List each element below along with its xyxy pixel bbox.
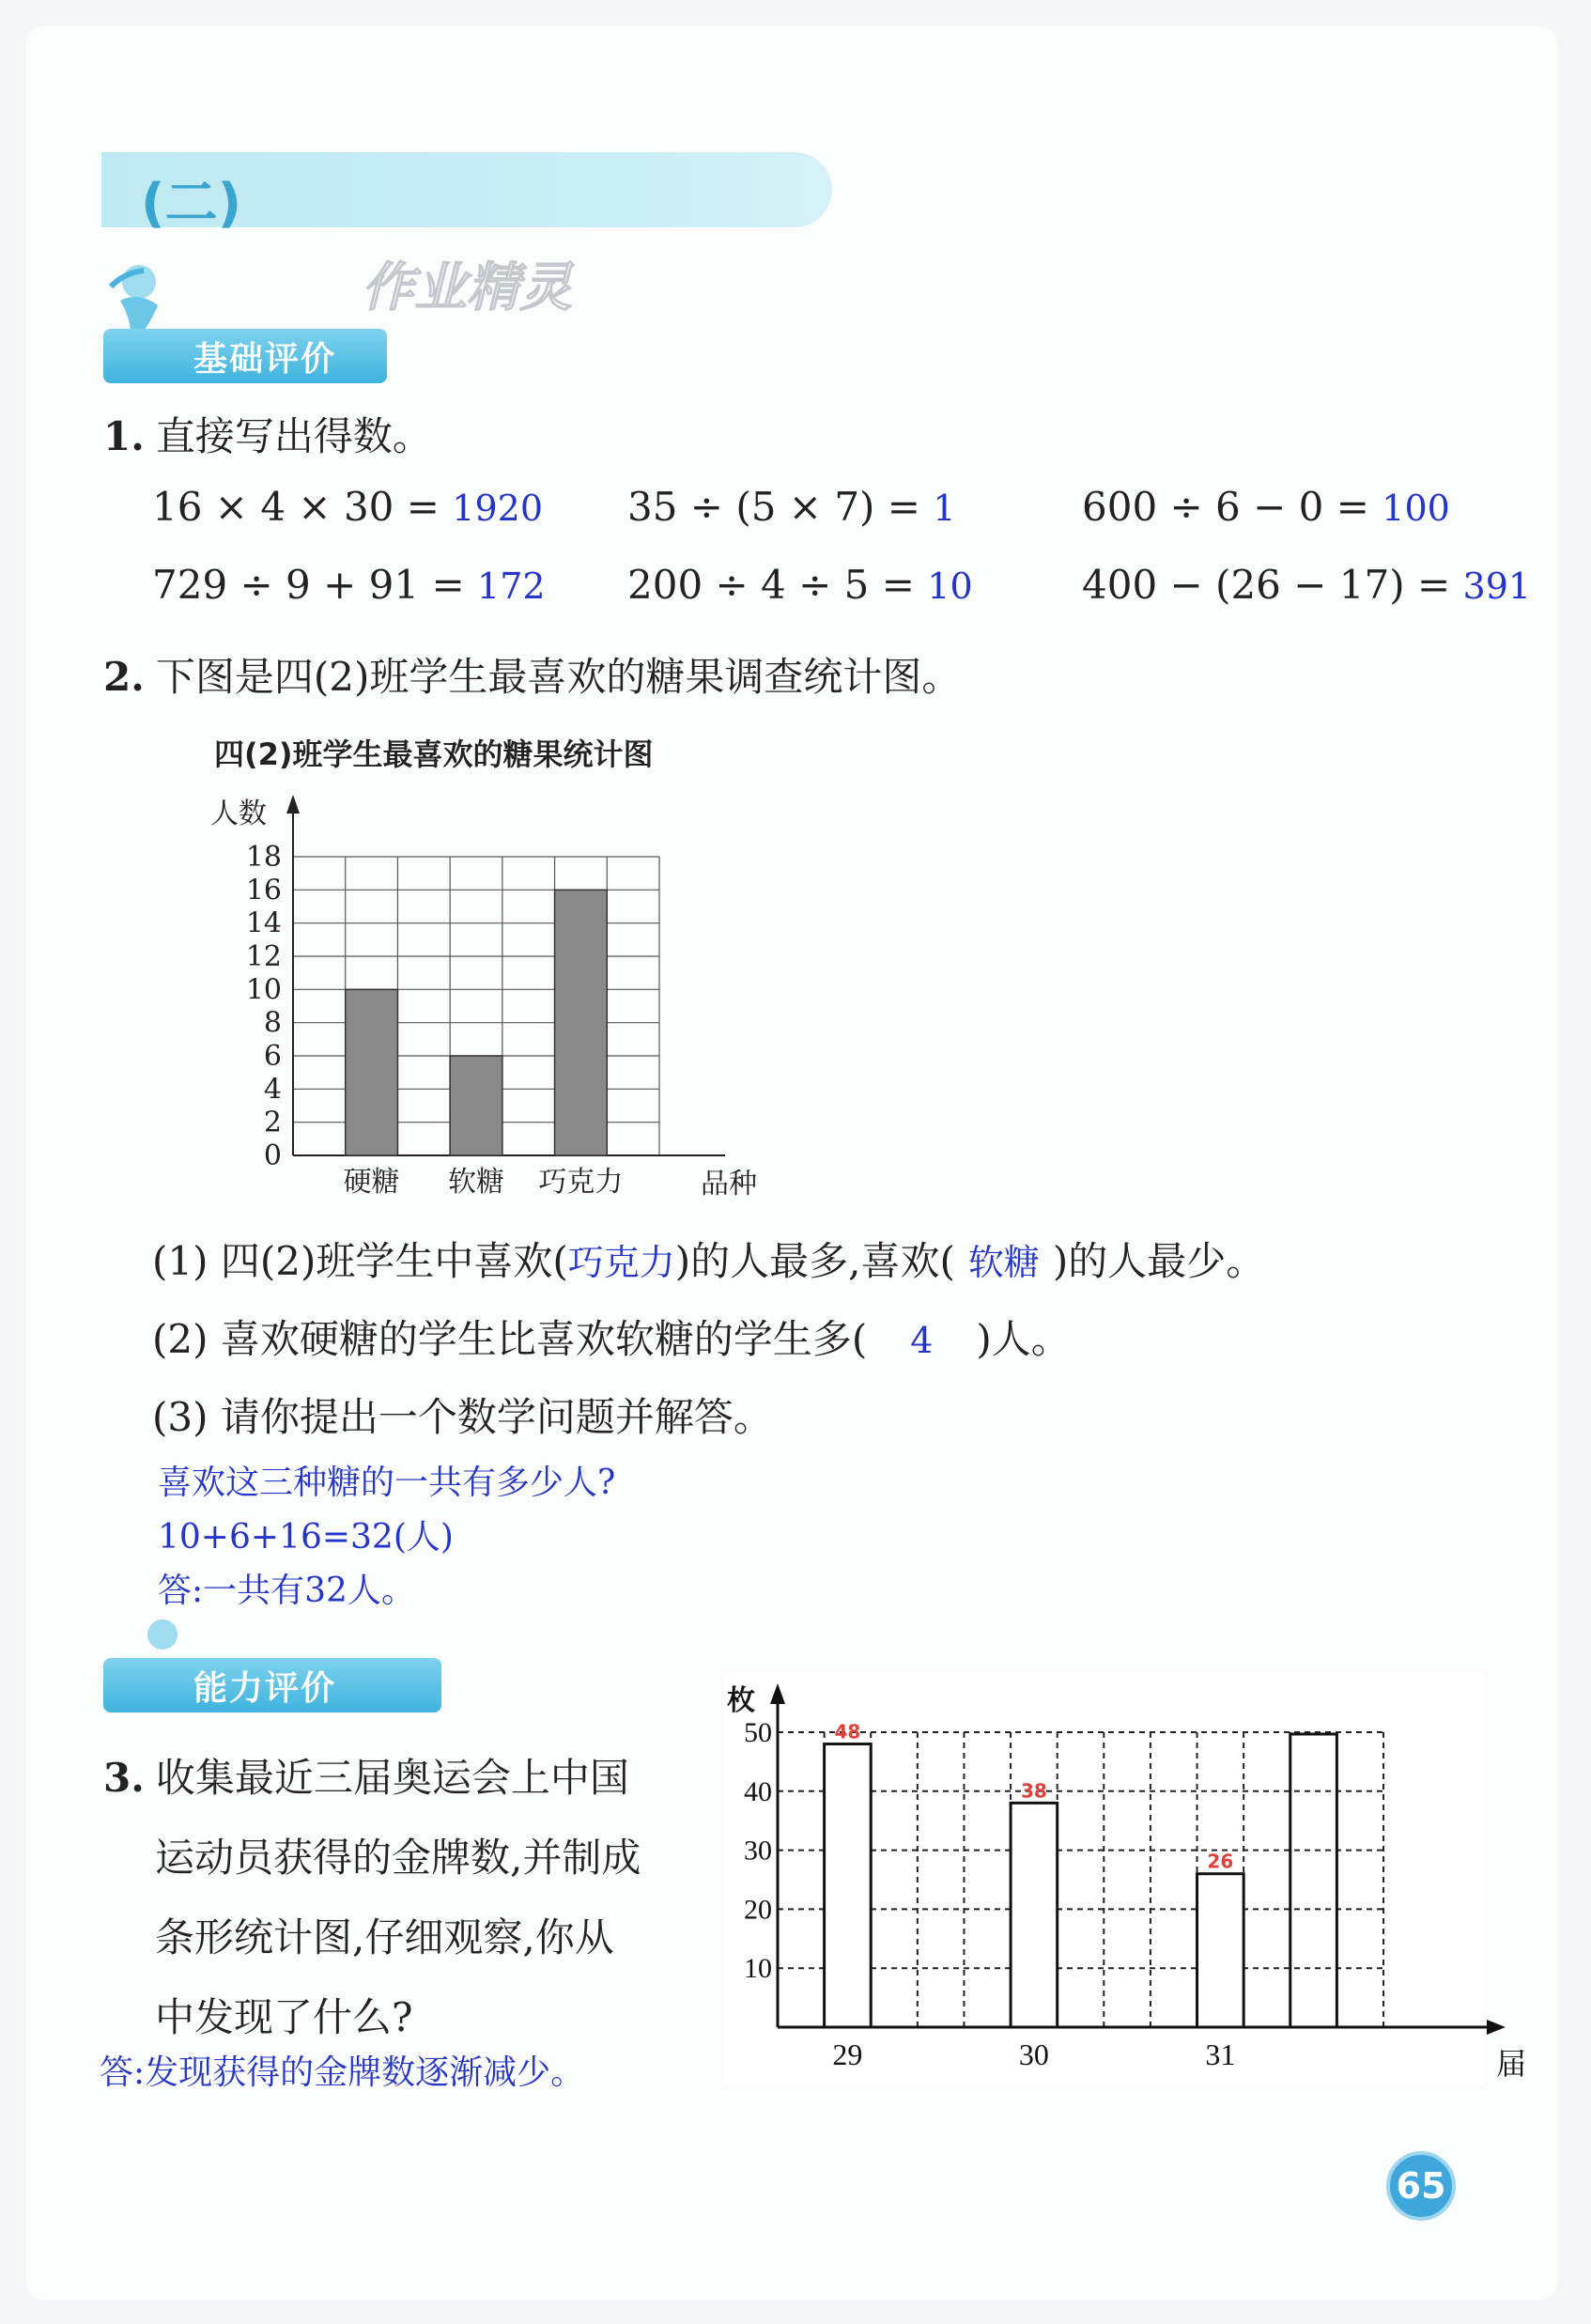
y-axis-arrow-icon	[286, 795, 300, 813]
handwritten-calc: 10+6+16=32(人)	[158, 1518, 454, 1557]
y-tick-label: 40	[744, 1775, 772, 1807]
watermark: 作业精灵	[362, 257, 572, 318]
data-label: 38	[1020, 1779, 1047, 1803]
answer-difference: 4	[910, 1320, 934, 1361]
chart1-title: 四(2)班学生最喜欢的糖果统计图	[214, 736, 654, 772]
y-tick-label: 0	[263, 1139, 282, 1172]
x-tick-label: 硬糖	[343, 1166, 400, 1199]
question-3-answer: 答:发现获得的金牌数逐渐减少。	[100, 2053, 585, 2092]
calc-item: 729 ÷ 9 + 91 = 172	[152, 562, 546, 608]
question-3-line-2: 运动员获得的金牌数,并制成	[155, 1835, 641, 1881]
y-axis-title: 人数	[210, 798, 267, 830]
y-tick-label: 12	[245, 940, 282, 973]
candy-bar-chart	[197, 789, 780, 1202]
gold-medal-bar-chart	[723, 1672, 1527, 2085]
y-tick-label: 6	[263, 1040, 282, 1073]
answer-most: 巧克力	[567, 1242, 675, 1283]
y-tick-label: 4	[263, 1073, 282, 1107]
y-tick-label: 14	[245, 906, 282, 940]
x-axis-title: 届	[1496, 2046, 1527, 2082]
bar	[1011, 1803, 1058, 2027]
question-2: 2. 下图是四(2)班学生最喜欢的糖果调查统计图。	[103, 654, 962, 700]
question-3-line-4: 中发现了什么?	[155, 1994, 413, 2040]
data-label: 26	[1207, 1850, 1234, 1873]
x-tick-label: 29	[832, 2037, 863, 2071]
sub-question-3: (3) 请你提出一个数学问题并解答。	[152, 1394, 773, 1440]
calc-item: 200 ÷ 4 ÷ 5 = 10	[627, 562, 973, 608]
bar	[346, 989, 398, 1155]
x-tick-label: 31	[1205, 2037, 1236, 2071]
y-tick-label: 18	[245, 841, 282, 874]
y-tick-label: 30	[744, 1835, 772, 1867]
bar	[825, 1744, 872, 2027]
sub-question-2: (2) 喜欢硬糖的学生比喜欢软糖的学生多( 4 )人。	[152, 1316, 1071, 1362]
page-number: 65	[1386, 2151, 1456, 2221]
section-title: (二)	[141, 173, 242, 234]
sub-question-1: (1) 四(2)班学生中喜欢(巧克力)的人最多,喜欢( 软糖 )的人最少。	[152, 1238, 1266, 1284]
calc-item: 35 ÷ (5 × 7) = 1	[627, 484, 956, 530]
handwritten-question: 喜欢这三种糖的一共有多少人?	[158, 1464, 616, 1502]
bar	[1197, 1874, 1244, 2027]
calc-item: 16 × 4 × 30 = 1920	[152, 484, 544, 530]
bar	[450, 1056, 502, 1155]
bar	[555, 890, 608, 1155]
y-axis-title: 枚	[727, 1684, 755, 1717]
y-tick-label: 8	[263, 1006, 282, 1040]
tag-basic-evaluation: 基础评价	[103, 329, 387, 383]
tag-ability-evaluation: 能力评价	[103, 1658, 441, 1712]
x-tick-label: 巧克力	[538, 1166, 624, 1199]
x-axis-title: 品种	[701, 1168, 757, 1201]
calc-item: 600 ÷ 6 − 0 = 100	[1082, 484, 1450, 530]
question-3-line-3: 条形统计图,仔细观察,你从	[155, 1914, 614, 1960]
question-1: 1. 直接写出得数。	[103, 413, 432, 459]
y-tick-label: 16	[245, 874, 282, 907]
y-tick-label: 10	[744, 1953, 772, 1985]
calc-item: 400 − (26 − 17) = 391	[1082, 562, 1532, 608]
x-tick-label: 软糖	[448, 1166, 504, 1199]
y-tick-label: 20	[744, 1894, 772, 1926]
y-tick-label: 10	[245, 973, 282, 1007]
handwritten-answer: 答:一共有32人。	[158, 1572, 415, 1610]
answer-least: 软糖	[967, 1242, 1040, 1283]
y-tick-label: 50	[744, 1717, 772, 1748]
data-label: 48	[834, 1720, 861, 1743]
y-tick-label: 2	[263, 1106, 282, 1139]
question-3-line-1: 3. 收集最近三届奥运会上中国	[103, 1755, 629, 1801]
x-tick-label: 30	[1018, 2037, 1049, 2071]
